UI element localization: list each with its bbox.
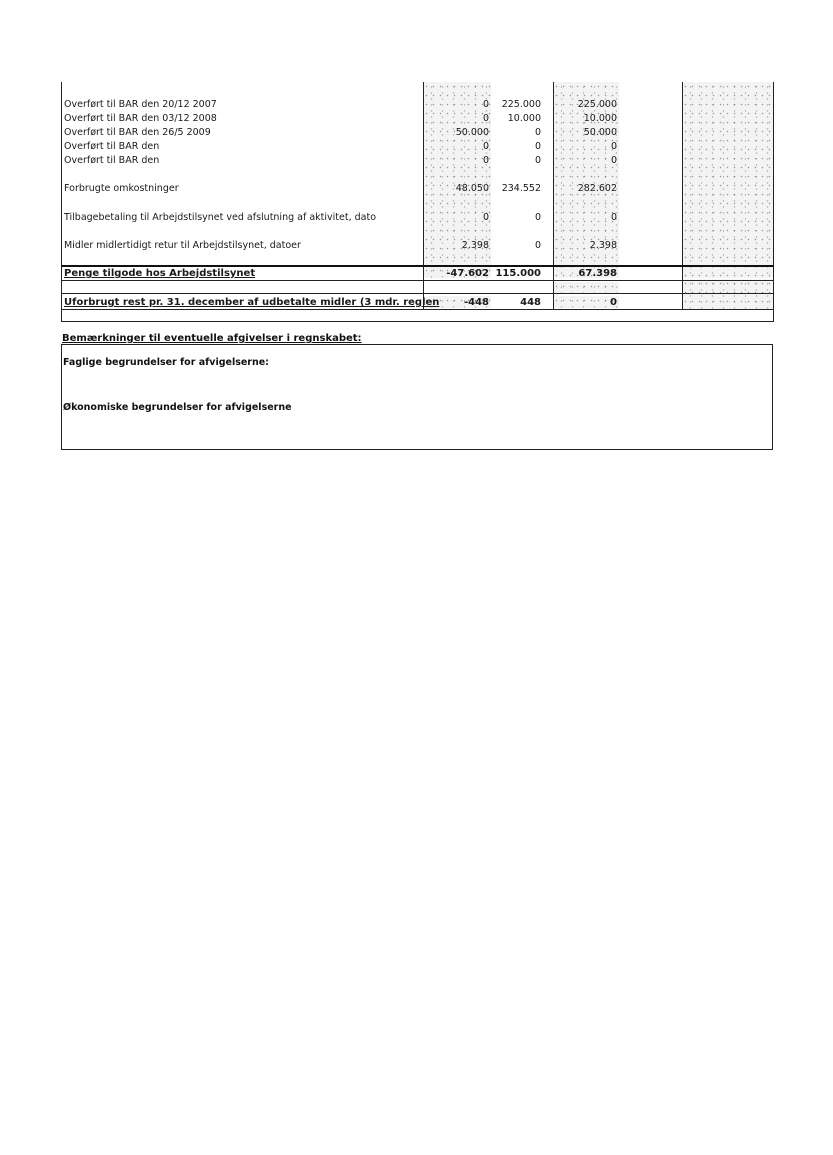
row-value-col1: 0	[482, 141, 489, 152]
table-row	[61, 98, 774, 112]
row-value-col1: 2.398	[461, 240, 489, 251]
table-row	[61, 112, 774, 126]
row-value-col1: 0	[482, 113, 489, 124]
remarks-box	[61, 344, 773, 450]
row-label: Tilbagebetaling til Arbejdstilsynet ved afslutning af aktivitet, dato	[64, 212, 377, 223]
row-value-col3: 225.000	[577, 99, 617, 110]
table-row	[61, 154, 774, 168]
row-value-col2: 0	[534, 212, 541, 223]
table-row	[61, 126, 774, 140]
total-value-col2: 115.000	[495, 268, 541, 279]
total-value-col2: 448	[520, 297, 541, 308]
row-value-col1: 48.050	[455, 183, 489, 194]
total-value-col3: 0	[610, 297, 617, 308]
table-row	[61, 211, 774, 225]
table-row	[61, 239, 774, 253]
row-value-col3: 0	[610, 141, 617, 152]
total-label: Uforbrugt rest pr. 31. december af udbetalte midler (3 mdr. reglen	[64, 297, 440, 308]
rule-mid	[61, 293, 774, 294]
row-label: Forbrugte omkostninger	[64, 183, 179, 194]
row-value-col1: 0	[482, 99, 489, 110]
row-label: Midler midlertidigt retur til Arbejdstilsynet, datoer	[64, 240, 301, 251]
table-row	[61, 182, 774, 196]
total-label: Penge tilgode hos Arbejdstilsynet	[64, 268, 256, 279]
row-label: Overført til BAR den	[64, 141, 160, 152]
row-value-col2: 0	[534, 141, 541, 152]
row-label: Overført til BAR den 26/5 2009	[64, 127, 211, 138]
row-value-col3: 50.000	[583, 127, 617, 138]
row-value-col2: 10.000	[507, 113, 541, 124]
row-value-col1: 0	[482, 155, 489, 166]
row-value-col3: 10.000	[583, 113, 617, 124]
row-value-col2: 234.552	[501, 183, 541, 194]
total-value-col3: 67.398	[578, 268, 617, 279]
row-label: Overført til BAR den	[64, 155, 160, 166]
remarks-title: Bemærkninger til eventuelle afgivelser i regnskabet:	[62, 333, 362, 344]
row-value-col1: 50.000	[455, 127, 489, 138]
row-value-col2: 0	[534, 127, 541, 138]
row-value-col2: 225.000	[501, 99, 541, 110]
row-label: Overført til BAR den 03/12 2008	[64, 113, 217, 124]
accounts-table	[61, 82, 774, 322]
total-value-col1: -47.602	[446, 268, 489, 279]
okonomiske-heading: Økonomiske begrundelser for afvigelserne	[63, 402, 292, 413]
row-value-col1: 0	[482, 212, 489, 223]
row-value-col3: 282.602	[577, 183, 617, 194]
table-row	[61, 140, 774, 154]
row-label: Overført til BAR den 20/12 2007	[64, 99, 217, 110]
faglige-heading: Faglige begrundelser for afvigelserne:	[63, 357, 269, 368]
row-value-col3: 0	[610, 212, 617, 223]
row-value-col2: 0	[534, 240, 541, 251]
total-value-col1: -448	[463, 297, 489, 308]
row-value-col3: 0	[610, 155, 617, 166]
row-value-col2: 0	[534, 155, 541, 166]
row-value-col3: 2.398	[589, 240, 617, 251]
total-row-uforbrugt	[61, 296, 774, 310]
rule-bottom	[61, 321, 774, 322]
total-row-penge	[61, 267, 774, 281]
